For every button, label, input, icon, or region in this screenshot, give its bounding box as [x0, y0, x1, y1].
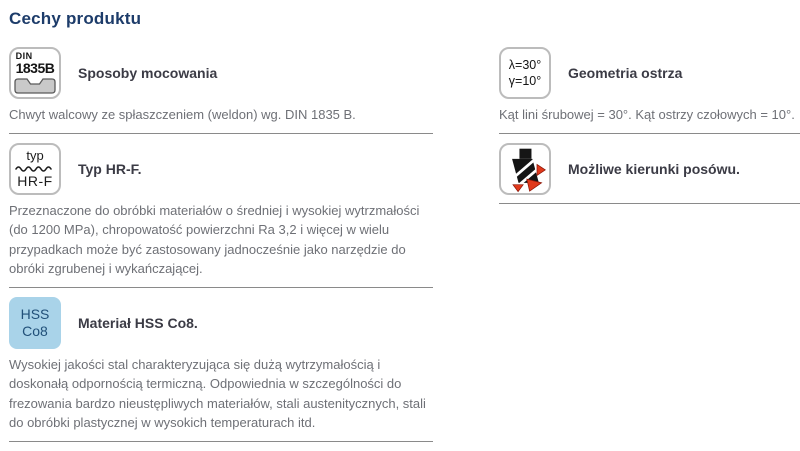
feature-title: Sposoby mocowania — [78, 65, 218, 81]
divider — [499, 133, 800, 134]
features-column-right — [499, 47, 800, 451]
blade-geometry-icon — [499, 47, 551, 99]
feature-title: Typ HR-F. — [78, 160, 142, 177]
din-1835b-icon-text — [16, 52, 55, 75]
end-mill-arrows-shape — [499, 145, 551, 193]
feature-header — [499, 47, 800, 99]
feature-header — [9, 143, 433, 195]
divider — [9, 287, 433, 288]
wave-line-shape — [15, 163, 55, 173]
feature-block-geometry — [499, 47, 800, 134]
feature-block-feed-directions — [499, 143, 800, 204]
feature-title: Materiał HSS Co8. — [78, 314, 198, 331]
feature-title: Możliwe kierunki posówu. — [568, 160, 740, 177]
hss-icon-line1: HSS — [20, 305, 50, 322]
geometry-icon-line1: λ=30° — [508, 58, 542, 72]
divider — [9, 441, 433, 442]
feature-header — [499, 143, 800, 195]
feature-header — [9, 297, 433, 349]
typ-icon-line2: HR-F — [17, 172, 53, 189]
typ-hr-f-icon — [9, 143, 61, 195]
feature-description: Przeznaczone do obróbki materiałów o średniej i wysokiej wytrzmałości (do 1200 MPa), chropowatość powierzchni Ra 3,2 i więcej w wielu przypadkach może być zastosowany jadnocześnie jako narzędzie do obróki zgrubenej i wykańczającej. — [9, 202, 420, 276]
feature-description: Chwyt walcowy ze spłaszczeniem (weldon) wg. DIN 1835 B. — [9, 107, 356, 122]
feature-title: Geometria ostrza — [568, 65, 683, 81]
hss-co8-icon — [9, 297, 61, 349]
feature-block-material — [9, 297, 433, 442]
din-1835b-icon — [9, 47, 61, 99]
weldon-shank-shape — [14, 78, 56, 94]
geometry-icon-line2: γ=10° — [508, 74, 542, 88]
feature-description: Kąt lini śrubowej = 30°. Kąt ostrzy czołowych = 10°. — [499, 107, 795, 122]
feature-block-type-hrf — [9, 143, 433, 288]
typ-icon-line1: typ — [26, 147, 44, 163]
feed-directions-icon — [499, 143, 551, 195]
feature-block-mounting — [9, 47, 433, 134]
din-icon-line2: 1835B — [15, 60, 55, 76]
features-column-left — [9, 47, 433, 451]
page-title: Cechy produktu — [9, 9, 142, 28]
features-columns — [9, 47, 800, 451]
divider — [499, 203, 800, 204]
hss-icon-line2: Co8 — [22, 322, 48, 339]
divider — [9, 133, 433, 134]
feature-description: Wysokiej jakości stal charakteryzująca się dużą wytrzymałością i doskonałą odpornością termiczną. Odpowiednia w szczególności do frezowania bardzo nieustępliwych materiałów, stali austenitycznych, stali do obróbki plastycznej w wysokich temperaturach itd. — [9, 356, 426, 430]
din-icon-line1: DIN — [15, 51, 33, 61]
feature-header — [9, 47, 433, 99]
